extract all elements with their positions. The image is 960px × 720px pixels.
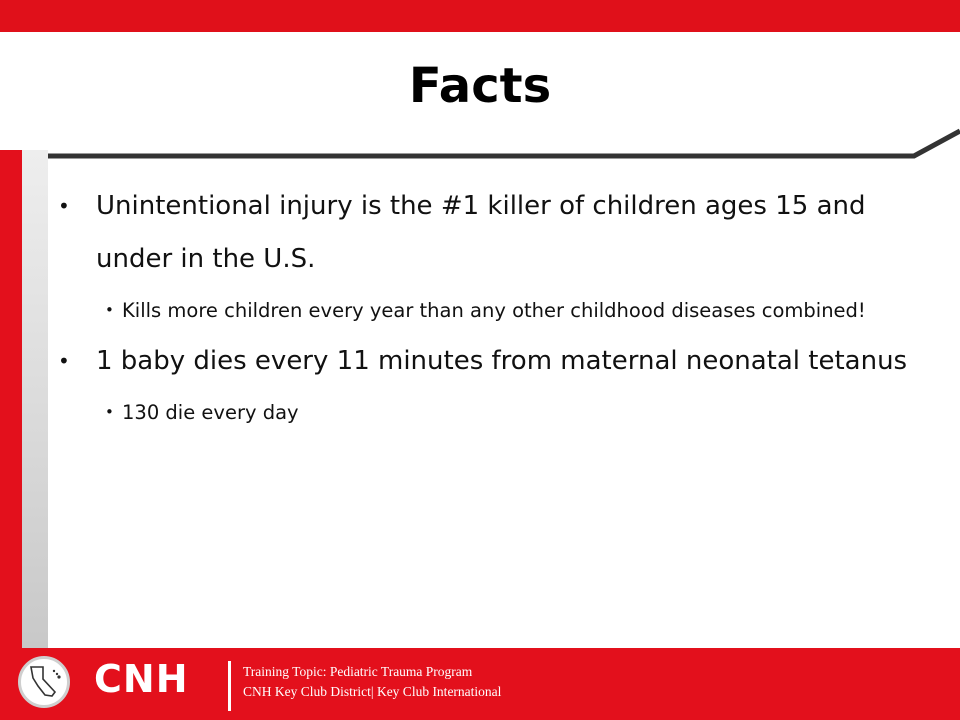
footer-line-2: CNH Key Club District| Key Club International: [243, 684, 502, 699]
bullet-item: [58, 335, 918, 388]
bullet-text: 1 baby dies every 11 minutes from maternal neonatal tetanus: [96, 346, 908, 376]
bullet-list: [58, 180, 918, 437]
california-nevada-hawaii-map-icon: [18, 656, 70, 708]
footer-line-1: Training Topic: Pediatric Trauma Program: [243, 664, 473, 679]
sub-bullet-text: Kills more children every year than any other childhood diseases combined!: [122, 299, 866, 322]
bullet-dot-icon: •: [105, 301, 114, 319]
sub-bullet-text: 130 die every day: [122, 401, 299, 424]
bullet-dot-icon: •: [105, 403, 114, 421]
footer-logo-text: CNH: [94, 657, 189, 701]
bullet-dot-icon: •: [58, 194, 70, 218]
left-accent-stripe: [0, 150, 48, 650]
sub-bullet-item: [58, 391, 918, 434]
slide-title: Facts: [408, 58, 552, 114]
bullet-item: [58, 180, 918, 286]
sub-bullet-item: [58, 289, 918, 332]
footer-divider: [228, 661, 231, 711]
bullet-dot-icon: •: [58, 349, 70, 373]
bullet-text: Unintentional injury is the #1 killer of children ages 15 and under in the U.S.: [96, 191, 866, 274]
